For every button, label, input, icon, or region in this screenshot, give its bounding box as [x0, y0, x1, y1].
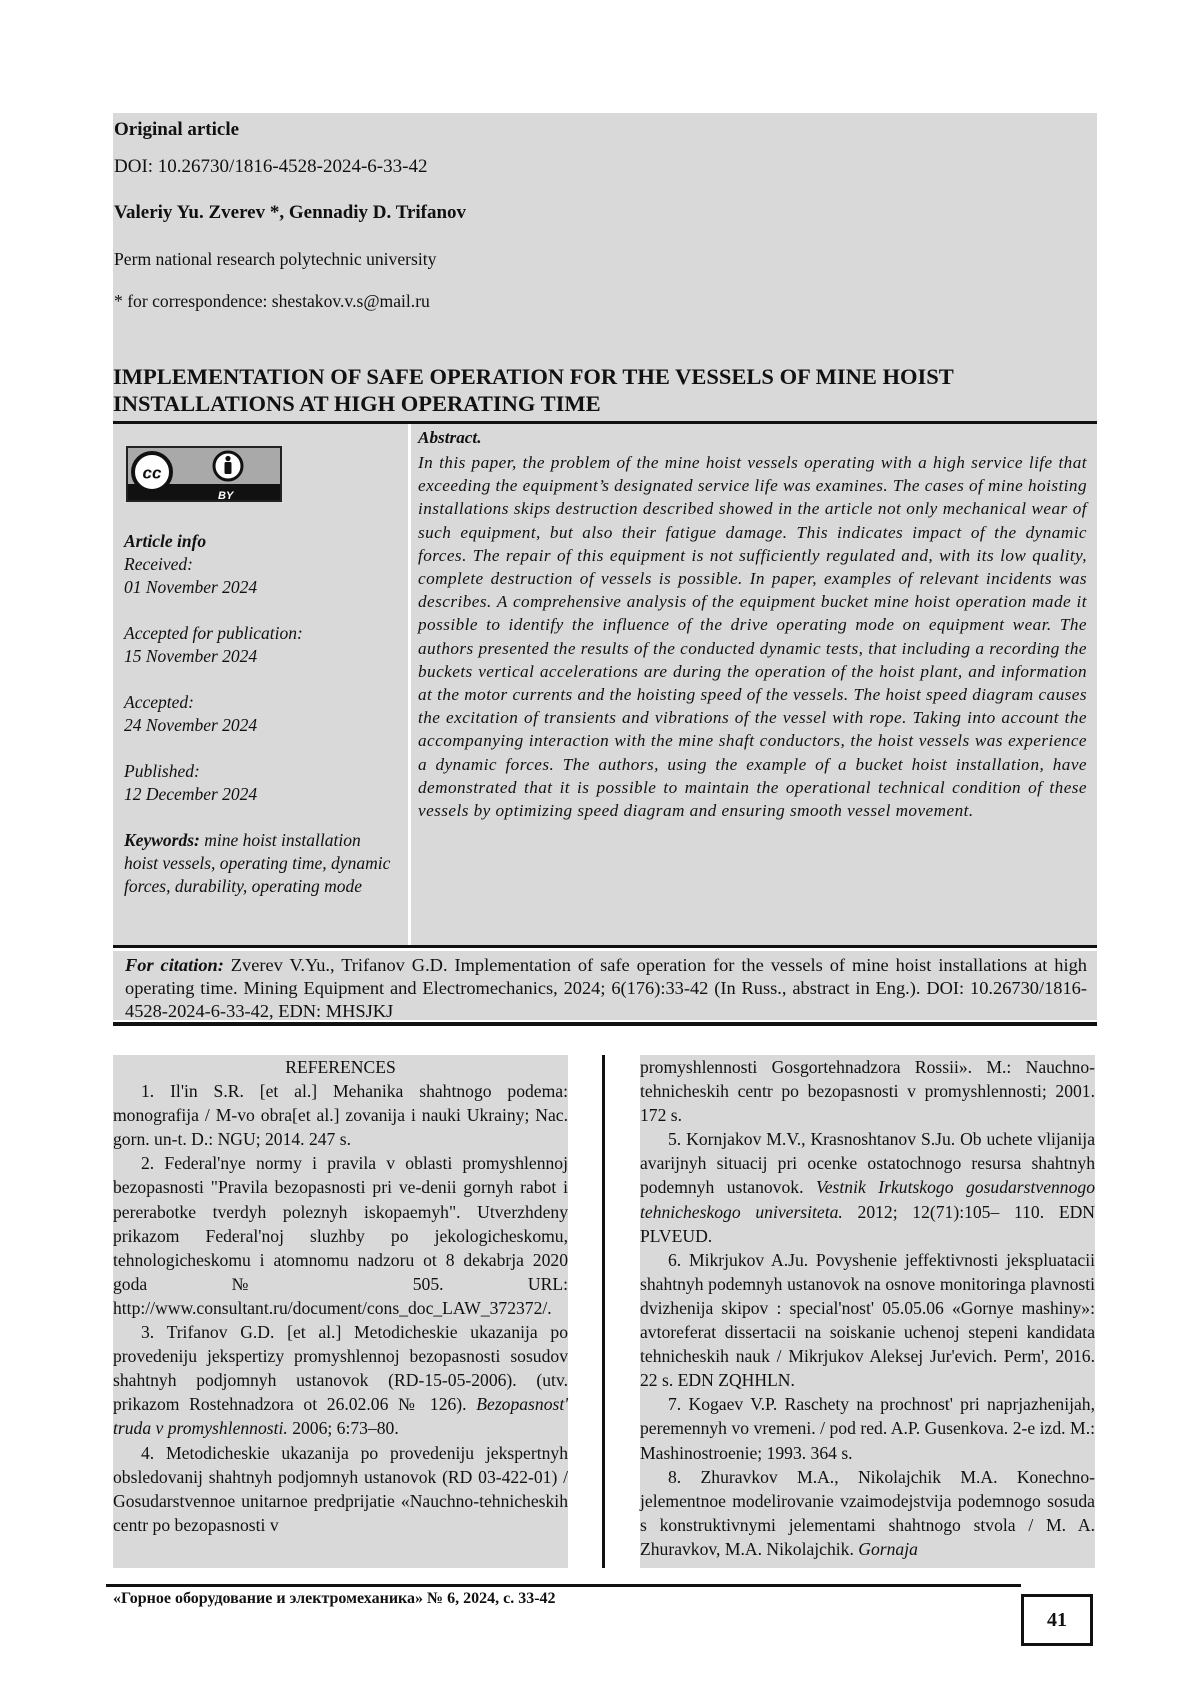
article-type: Original article — [114, 119, 240, 140]
doi: DOI: 10.26730/1816-4528-2024-6-33-42 — [114, 156, 428, 177]
keywords-text: mine hoist installation hoist vessels, operating time, dynamic forces, durability, operating mode — [124, 830, 391, 896]
abstract-rule — [113, 945, 1097, 948]
article-info-column — [113, 424, 408, 945]
reference-5-source: Vestnik Irkutskogo gosudarstvennogo tehnicheskogo universiteta. — [640, 1177, 1095, 1222]
abstract-heading: Abstract. — [418, 428, 482, 447]
reference-8-text: 8. Zhuravkov M.A., Nikolajchik M.A. Konechno-jelementnoe modelirovanie vzaimodejstvija podemnogo sosuda s konstruktivnymi jelementami shahtnogo stvola / M. A. Zhuravkov, M.A. Nikolajchik. — [640, 1466, 1095, 1559]
accepted-label: Accepted: — [124, 692, 194, 712]
received-label: Received: — [124, 554, 193, 574]
reference-3 — [113, 1320, 568, 1440]
reference-7: 7. Kogaev V.P. Raschety na prochnost' pri naprjazhenijah, peremennyh vo vremeni. / pod red. A.P. Gusenkova. 2-e izd. M.: Mashinostroenie; 1993. 364 s. — [640, 1394, 1095, 1463]
affiliation: Perm national research polytechnic university — [114, 249, 437, 269]
citation-text — [125, 954, 1087, 1023]
received-date: 01 November 2024 — [124, 577, 258, 597]
accepted-publication-label: Accepted for publication: — [124, 623, 303, 643]
accepted-date: 24 November 2024 — [124, 715, 258, 735]
accepted-publication-date: 15 November 2024 — [124, 646, 258, 666]
citation-block — [113, 951, 1097, 1020]
reference-4-continued: promyshlennosti Gosgortehnadzora Rossii». M.: Nauchno-tehnicheskih centr po bezopasnosti v promyshlennosti; 2001. 172 s. — [640, 1057, 1095, 1126]
column-separator — [602, 1055, 605, 1568]
reference-8-source: Gornaja — [858, 1538, 918, 1559]
references-left-column — [113, 1055, 568, 1568]
cc-by-license-badge — [126, 446, 282, 502]
reference-8 — [640, 1465, 1095, 1561]
reference-5-text: 5. Kornjakov M.V., Krasnoshtanov S.Ju. Ob uchete vlijanija avarijnyh situacij pri ocenke ostatochnogo resursa shahtnyh podemnyh ustanovok. — [640, 1129, 1095, 1198]
reference-1: 1. Il'in S.R. [et al.] Mehanika shahtnogo podema: monografija / M-vo obra[et al.] zovanija i nauki Ukrainy; Nac. gorn. un-t. D.: NGU; 2014. 247 s. — [113, 1081, 568, 1150]
correspondence: * for correspondence: shestakov.v.s@mail.ru — [114, 291, 430, 311]
reference-3-text: 3. Trifanov G.D. [et al.] Metodicheskie ukazanija po provedeniju jekspertizy promyshlennoj bezopasnosti sosudov shahtnyh podjomnyh ustanovok (RD-15-05-2006). (utv. prikazom Rostehnadzora ot 26.02.06 № 126). — [113, 1322, 568, 1415]
published-label: Published: — [124, 761, 200, 781]
article-title: IMPLEMENTATION OF SAFE OPERATION FOR THE VESSELS OF MINE HOIST INSTALLATIONS AT HIGH OPERATING TIME — [113, 364, 954, 416]
svg-text:cc: cc — [142, 463, 162, 483]
references-heading: REFERENCES — [285, 1057, 396, 1077]
citation-label: For citation: — [125, 955, 224, 975]
published-date: 12 December 2024 — [124, 784, 258, 804]
reference-6: 6. Mikrjukov A.Ju. Povyshenie jeffektivnosti jekspluatacii shahtnyh podemnyh ustanovok na osnove monitoringa plavnosti dvizhenija skipov : special'nost' 05.05.06 «Gornye mashiny»: avtoreferat dissertacii na soiskanie uchenoj stepeni kandidata tehnicheskih nauk / Mikrjukov Aleksej Jur'evich. Perm', 2016. 22 s. EDN ZQHHLN. — [640, 1249, 1095, 1391]
reference-3-source: Bezopasnost' truda v promyshlennosti. — [113, 1394, 568, 1439]
reference-5 — [640, 1127, 1095, 1247]
references-right-column — [640, 1055, 1095, 1568]
keywords — [124, 829, 399, 898]
page-number: 41 — [1021, 1594, 1093, 1646]
reference-3-details: 2006; 6:73–80. — [287, 1418, 399, 1439]
cc-by-logo — [128, 448, 280, 500]
abstract-column — [411, 424, 1097, 945]
cc-icon — [133, 453, 171, 491]
reference-4: 4. Metodicheskie ukazanija po provedeniju jekspertnyh obsledovanij shahtnyh podjomnyh ustanovok (RD 03-422-01) / Gosudarstvennoe unitarnoe predprijatie «Nauchno-tehnicheskih centr po bezopasnosti v — [113, 1442, 568, 1535]
keywords-label: Keywords: — [124, 830, 200, 850]
citation-rule — [113, 1022, 1097, 1026]
attribution-icon — [214, 452, 242, 480]
article-info-heading: Article info — [124, 531, 207, 551]
citation-body: Zverev V.Yu., Trifanov G.D. Implementation of safe operation for the vessels of mine hoist installations at high operating time. Mining Equipment and Electromechanics, 2024; 6(176):33-42 (In Russ., abstract in Eng.). DOI: 10.26730/1816-4528-2024-6-33-42, EDN: MHSJKJ — [125, 955, 1088, 1021]
journal-footer: «Горное оборудование и электромеханика» № 6, 2024, с. 33-42 — [113, 1590, 556, 1607]
footer-rule — [106, 1584, 1021, 1587]
reference-5-details: 2012; 12(71):105– 110. EDN PLVEUD. — [640, 1201, 1095, 1246]
authors: Valeriy Yu. Zverev *, Gennadiy D. Trifanov — [114, 202, 467, 223]
license-label: BY — [218, 490, 234, 502]
reference-2: 2. Federal'nye normy i pravila v oblasti promyshlennoj bezopasnosti "Pravila bezopasnosti pri ve-denii gornyh rabot i pererabotke tverdyh poleznyh iskopaemyh". Utverzhdeny prikazom Federal'noj sluzhby po jekologicheskomu, tehnologicheskomu i atomnomu nadzoru ot 8 dekabrja 2020 goda № 505. URL: http://www.consultant.ru/document/cons_doc_LAW_372372/. — [113, 1153, 568, 1318]
abstract-text: In this paper, the problem of the mine hoist vessels operating with a high service life that exceeding the equipment’s designated service life was examines. The cases of mine hoisting installations skips destruction described showed in the article not only mechanical wear of such equipment, but also their fatigue damage. This indicates impact of the dynamic forces. The repair of this equipment is not sufficiently regulated and, with its low quality, complete destruction of vessels is possible. In paper, examples of relevant incidents was describes. A comprehensive analysis of the equipment bucket mine hoist operation made it possible to identify the influence of the drive operating mode on equipment wear. The authors presented the results of the conducted dynamic tests, that including a recording the buckets vertical accelerations are during the operation of the hoist plant, and information at the motor currents and the hoisting speed of the vessels. The hoist speed diagram causes the excitation of transients and vibrations of the vessel with rope. Taking into account the accompanying interaction with the mine shaft conductors, the hoist vessels was experience a dynamic forces. The authors, using the example of a bucket hoist installation, have demonstrated that it is possible to maintain the operational technical condition of these vessels by optimizing speed diagram and ensuring smooth vessel movement. — [418, 453, 1087, 821]
